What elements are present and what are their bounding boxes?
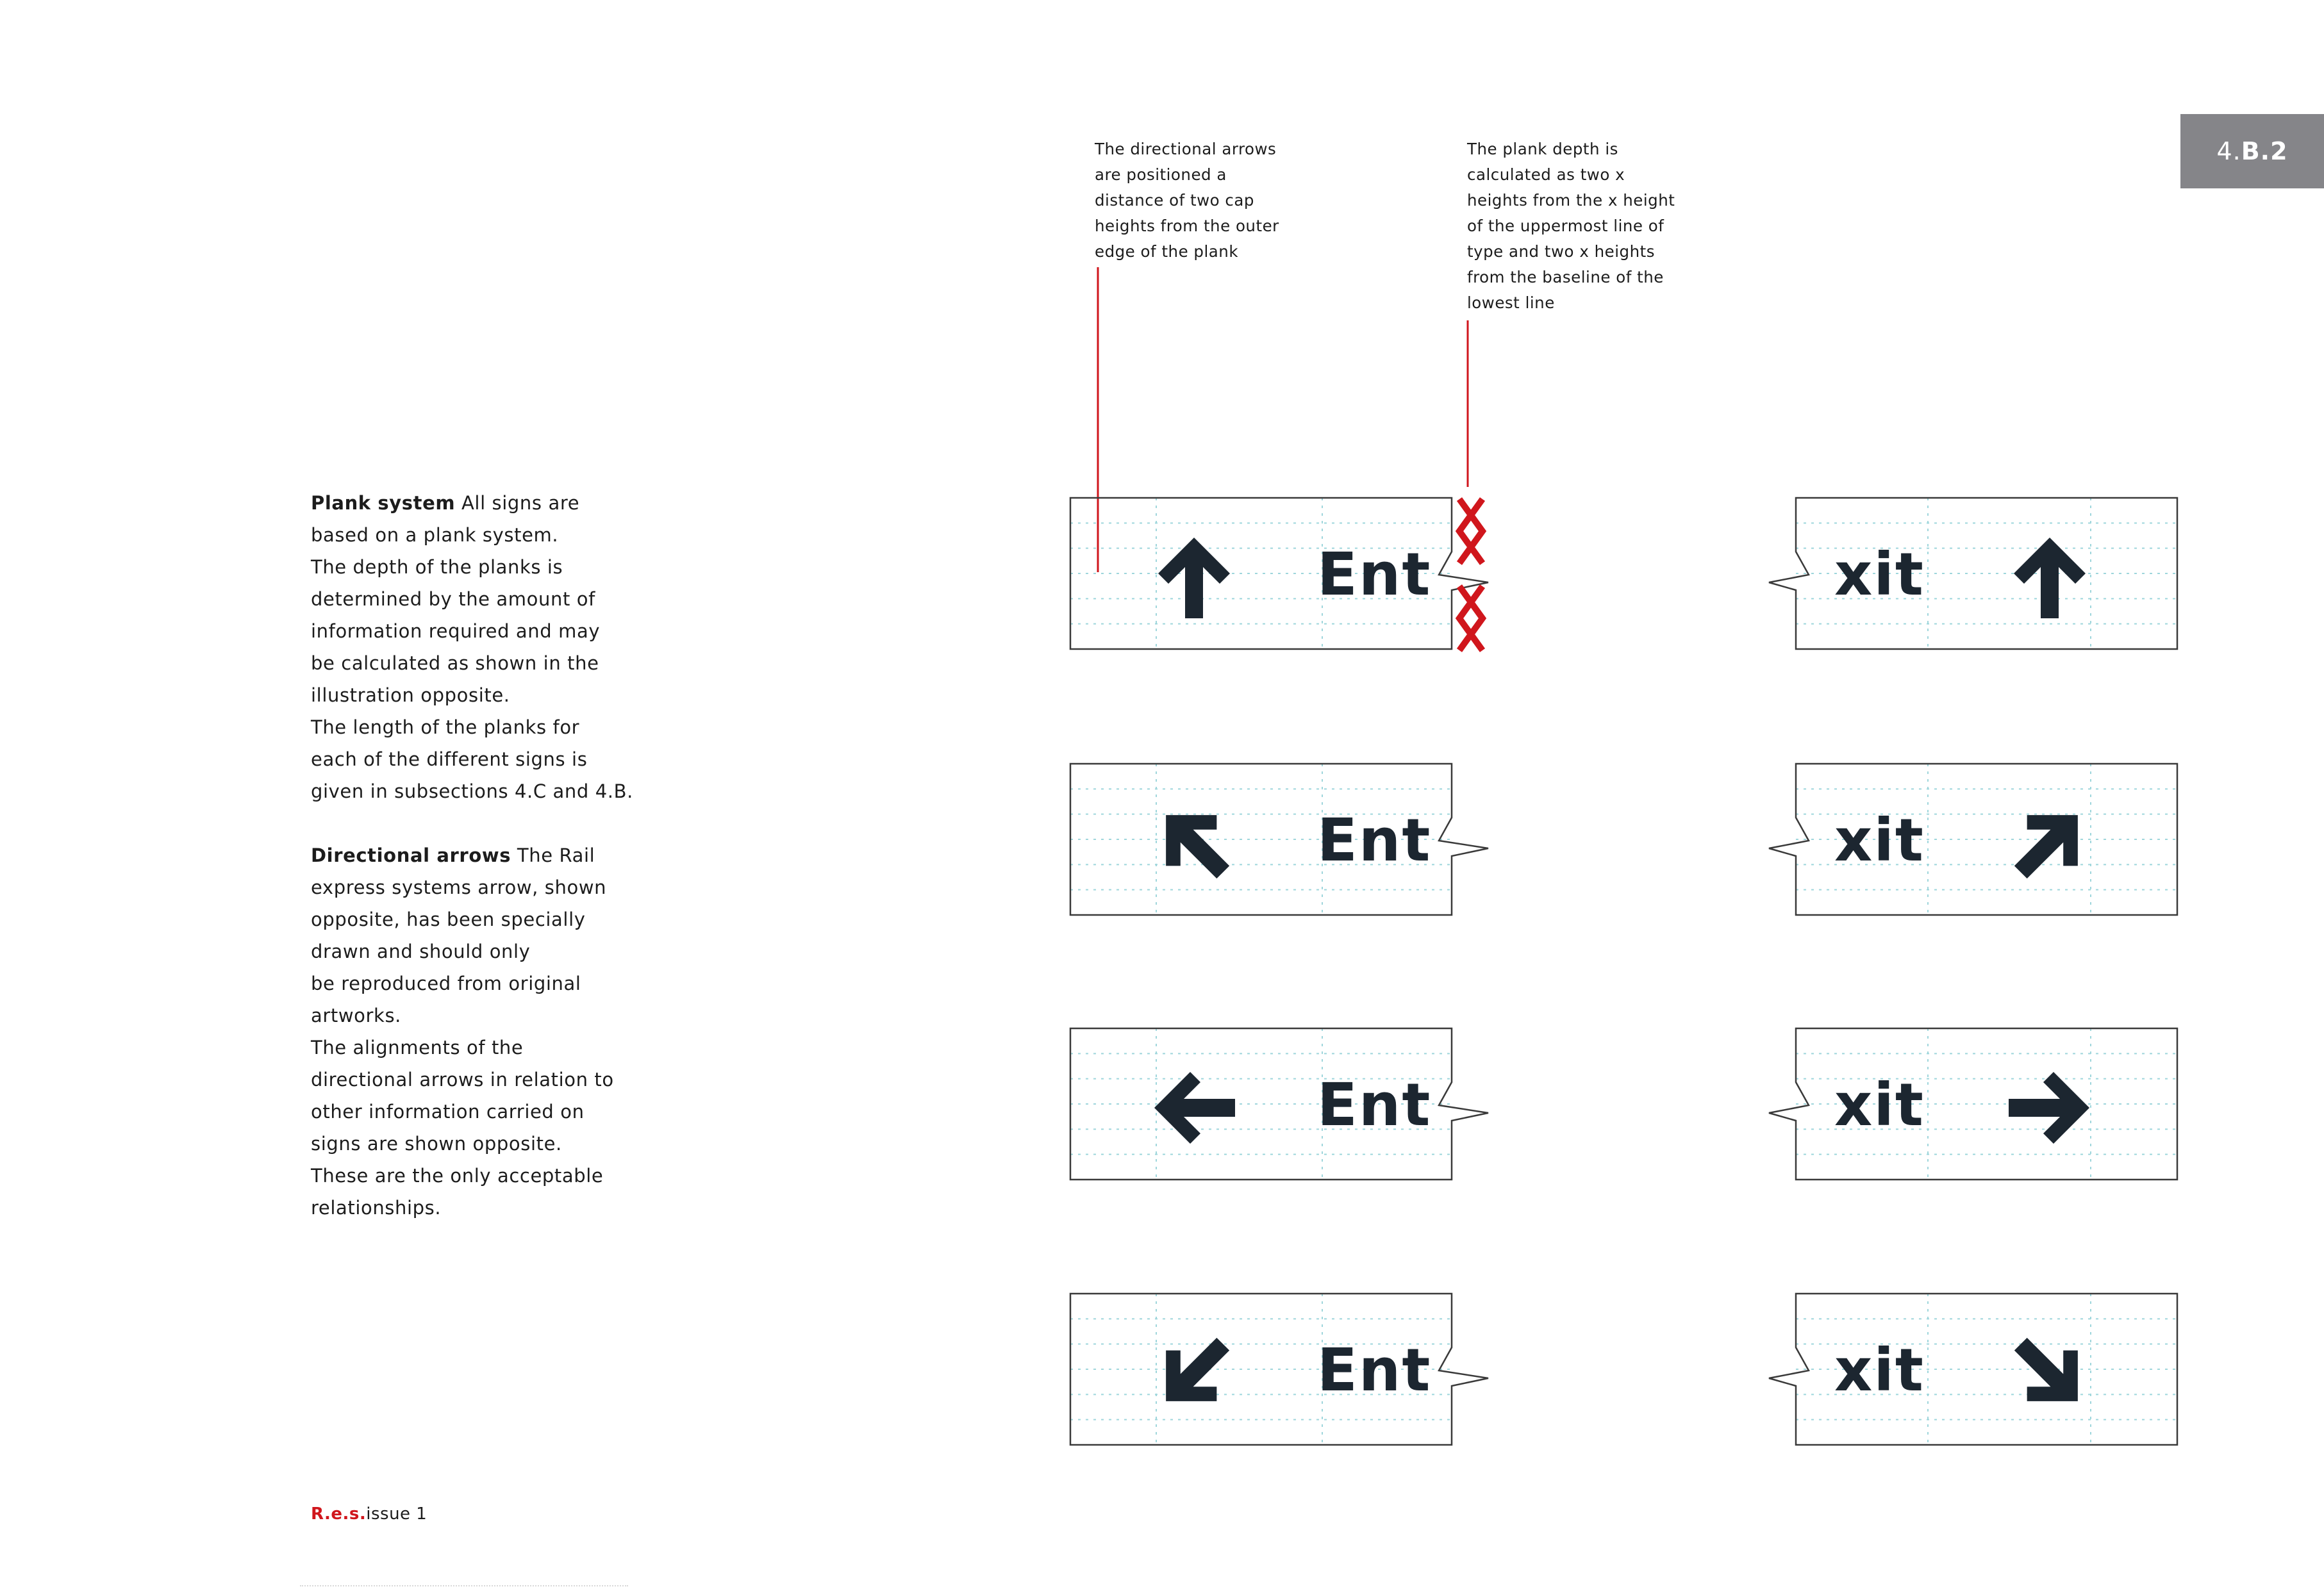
plank-sign-left xyxy=(1070,498,1488,650)
note-plank-depth: The plank depth is calculated as two x heights from the x height of the uppermost line of type and two x heights from the baseline of the lowest line xyxy=(1467,140,1675,312)
plank-sign-left xyxy=(1070,1294,1488,1445)
section-tab-prefix: 4. xyxy=(2216,137,2241,165)
plank-sign-right xyxy=(1769,498,2177,649)
depth-mark-bottom xyxy=(1459,586,1482,650)
sign-word-xit: xit xyxy=(1834,1336,1925,1404)
left-arrow-icon xyxy=(1154,1072,1235,1144)
depth-mark-top xyxy=(1459,499,1482,563)
sign-word-ent: Ent xyxy=(1317,1336,1432,1404)
sign-word-ent: Ent xyxy=(1317,540,1432,609)
up-arrow-icon xyxy=(1158,538,1230,618)
up-arrow-icon xyxy=(2014,538,2086,618)
section-tab-number: B.2 xyxy=(2241,137,2288,165)
plank-sign-left xyxy=(1070,1028,1488,1180)
footer-issue: issue 1 xyxy=(366,1504,427,1524)
plank-system-text: All signs are based on a plank system. The depth of the planks is determined by the amount of information required and may be calculated as shown in the illustration opposite. The length of the planks for each of the different signs is given in subsections 4.C and 4.B. xyxy=(311,492,633,802)
plank-sign-right xyxy=(1769,1294,2177,1445)
directional-arrows-heading: Directional arrows xyxy=(311,844,511,866)
up-right-arrow-icon xyxy=(1995,790,2103,898)
footer-brand: R.e.s. xyxy=(311,1504,367,1524)
footer-divider xyxy=(300,1585,628,1587)
right-arrow-icon xyxy=(2009,1072,2089,1144)
sign-word-ent: Ent xyxy=(1317,1071,1432,1139)
sign-word-xit: xit xyxy=(1834,1071,1925,1139)
sign-word-xit: xit xyxy=(1834,540,1925,609)
plank-sign-right xyxy=(1769,1028,2177,1180)
directional-arrows-text: The Rail express systems arrow, shown opposite, has been specially drawn and should only be reproduced from original artworks. The alignments of the directional arrows in relation to other information carried on signs are shown opposite. These are the only acceptable relationships. xyxy=(311,844,614,1219)
footer xyxy=(311,1504,427,1524)
down-right-arrow-icon xyxy=(1995,1319,2103,1426)
sign-word-ent: Ent xyxy=(1317,806,1432,875)
note-arrows-position: The directional arrows are positioned a distance of two cap heights from the outer edge of the plank xyxy=(1095,140,1279,261)
plank-system-heading: Plank system xyxy=(311,492,456,514)
sign-word-xit: xit xyxy=(1834,806,1925,875)
plank-sign-left xyxy=(1070,764,1488,915)
plank-sign-right xyxy=(1769,764,2177,915)
